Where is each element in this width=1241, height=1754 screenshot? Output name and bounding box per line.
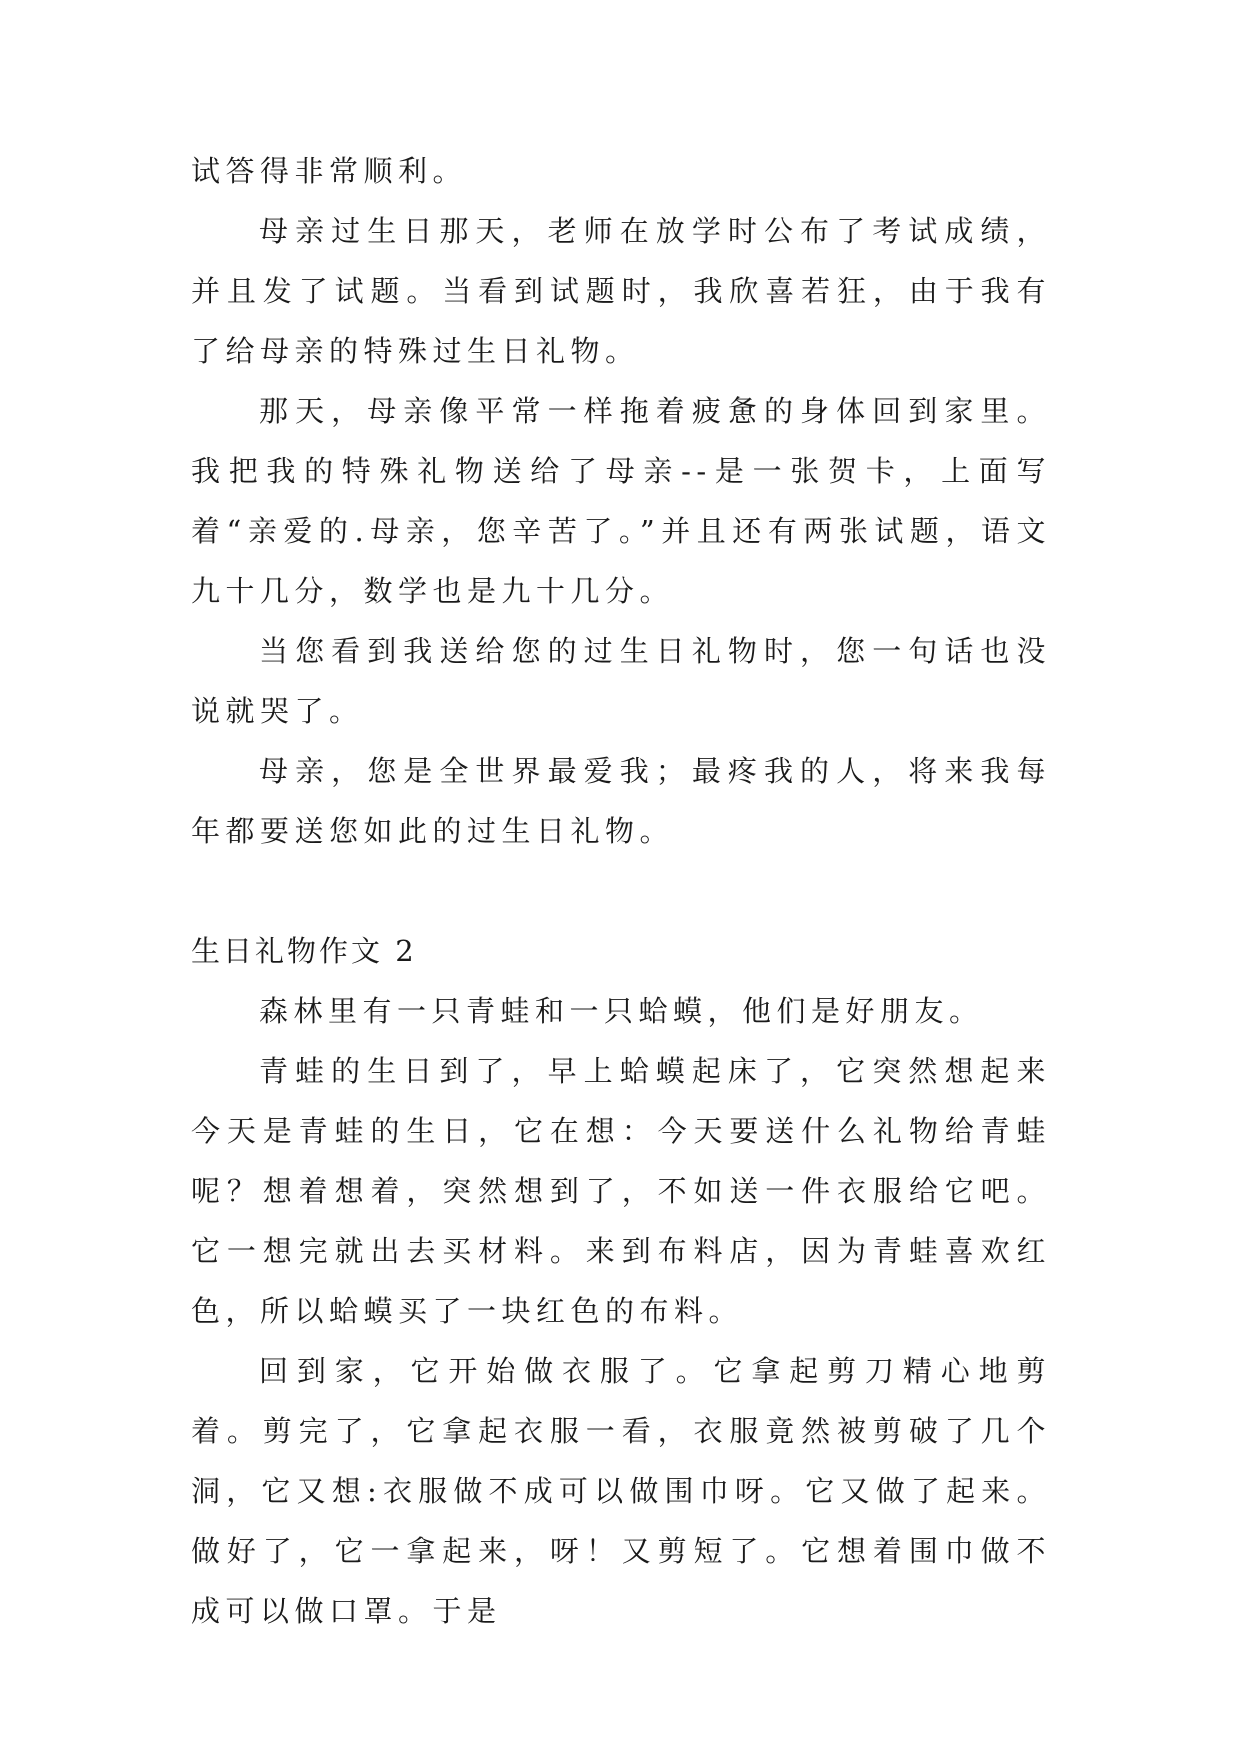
document-body <box>191 141 1051 1641</box>
paragraph-1: 试答得非常顺利。 <box>191 154 468 188</box>
paragraph-3: 那天，母亲像平常一样拖着疲惫的身体回到家里。我把我的特殊礼物送给了母亲--是一张贺卡，上面写着“亲爱的.母亲，您辛苦了。”并且还有两张试题，语文九十几分，数学也是九十几分。 <box>191 394 1051 608</box>
section-heading: 生日礼物作文 2 <box>191 934 417 968</box>
paragraph-5: 母亲，您是全世界最爱我；最疼我的人，将来我每年都要送您如此的过生日礼物。 <box>191 754 1051 848</box>
paragraph-4: 当您看到我送给您的过生日礼物时，您一句话也没说就哭了。 <box>191 634 1051 728</box>
section2-paragraph-2: 青蛙的生日到了，早上蛤蟆起床了，它突然想起来今天是青蛙的生日，它在想：今天要送什么礼物给青蛙呢？想着想着，突然想到了，不如送一件衣服给它吧。它一想完就出去买材料。来到布料店，因为青蛙喜欢红色，所以蛤蟆买了一块红色的布料。 <box>191 1054 1051 1328</box>
section2-paragraph-3: 回到家，它开始做衣服了。它拿起剪刀精心地剪着。剪完了，它拿起衣服一看，衣服竟然被剪破了几个洞，它又想:衣服做不成可以做围巾呀。它又做了起来。做好了，它一拿起来，呀！又剪短了。它想着围巾做不成可以做口罩。于是 <box>191 1354 1051 1628</box>
paragraph-2: 母亲过生日那天，老师在放学时公布了考试成绩，并且发了试题。当看到试题时，我欣喜若狂，由于我有了给母亲的特殊过生日礼物。 <box>191 214 1051 368</box>
section2-paragraph-1: 森林里有一只青蛙和一只蛤蟆，他们是好朋友。 <box>259 994 984 1028</box>
